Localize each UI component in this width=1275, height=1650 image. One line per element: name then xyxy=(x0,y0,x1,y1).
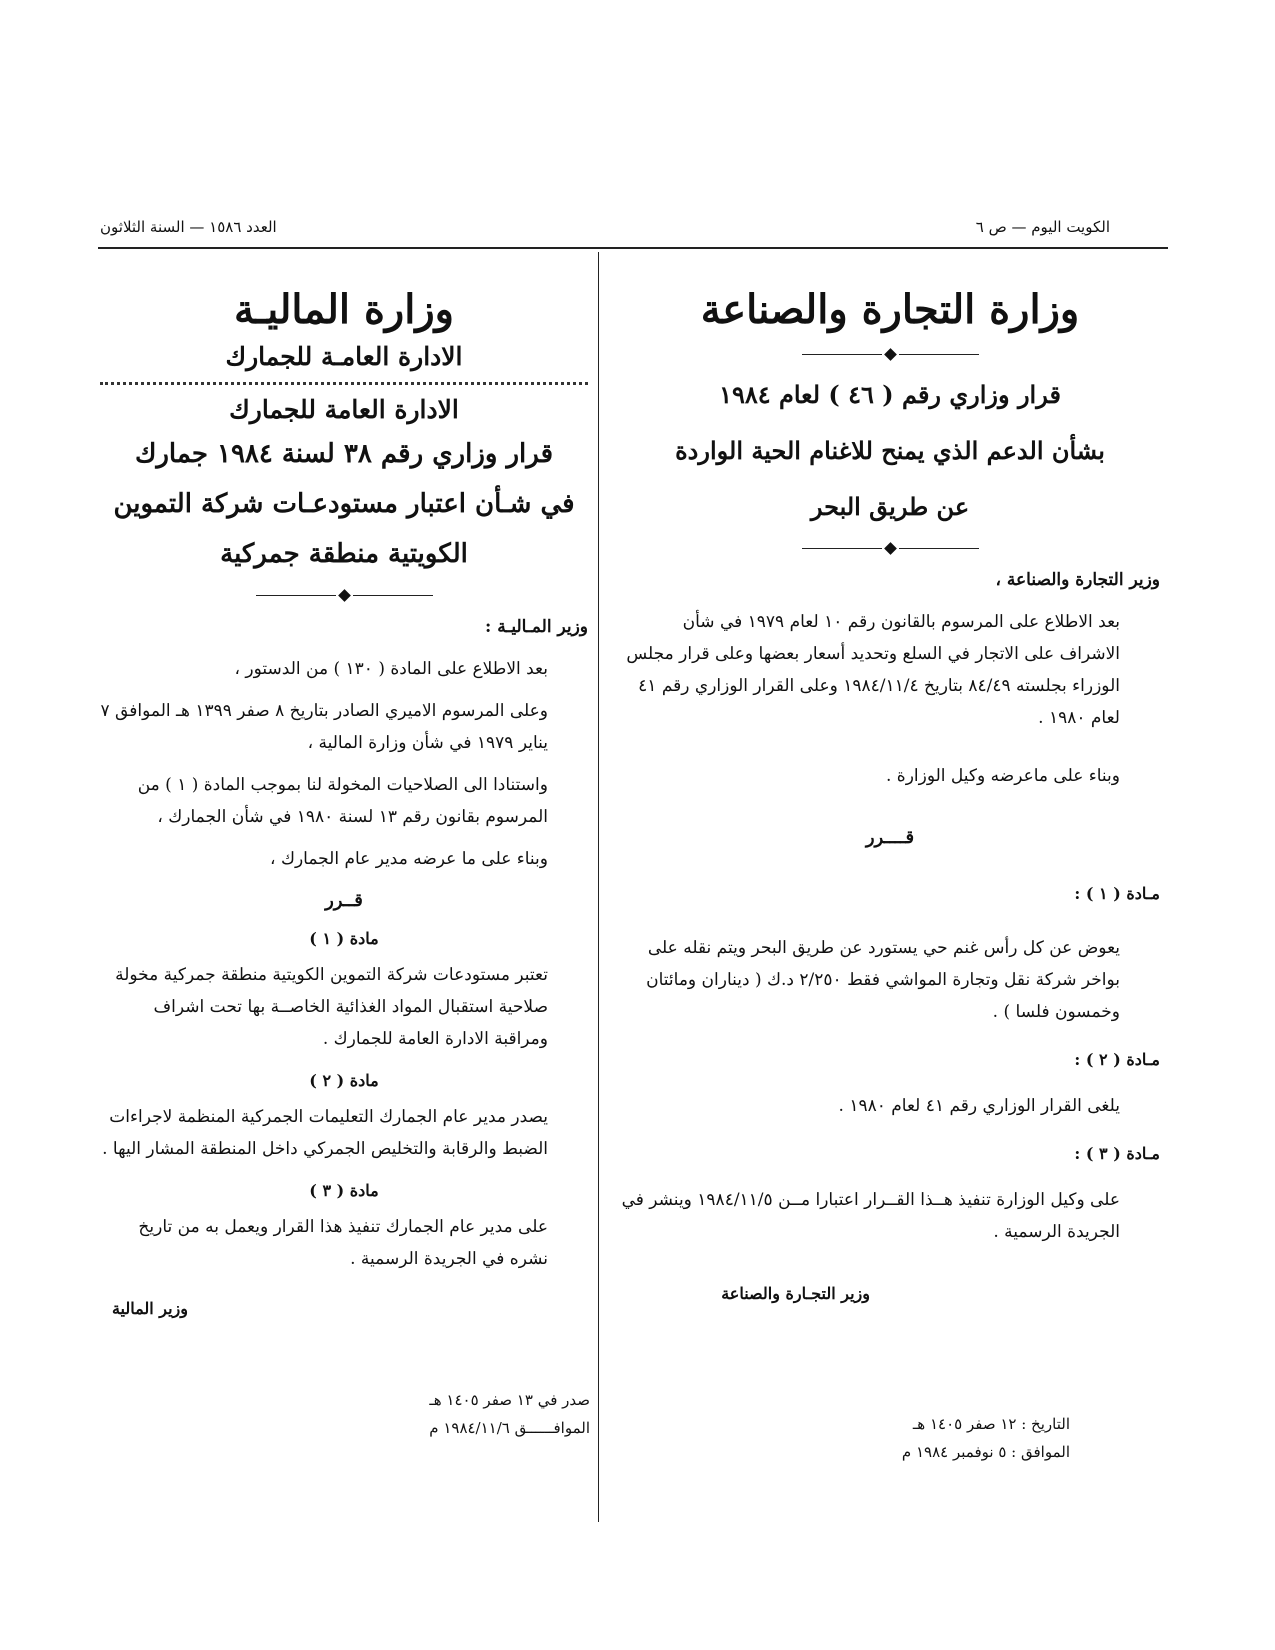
header-rule xyxy=(98,247,1168,249)
article-label: مـادة ( ١ ) : xyxy=(1074,884,1160,903)
preamble-paragraph: بعد الاطلاع على المادة ( ١٣٠ ) من الدستور ، xyxy=(234,659,548,679)
article-text: تعتبر مستودعات شركة التموين الكويتية منطقة جمركية مخولة صلاحية استقبال المواد الغذائية الخاصــة بها تحت اشراف ومراقبة الادارة العامة للجمارك . xyxy=(115,965,548,1049)
hijri-date: صدر في ١٣ صفر ١٤٠٥ هـ xyxy=(429,1391,590,1409)
finance-decree-column xyxy=(100,282,588,1343)
commerce-decree-column xyxy=(620,282,1160,1328)
decided-heading: قــرر xyxy=(325,890,363,911)
ornament-separator xyxy=(620,348,1160,360)
dotted-separator xyxy=(100,382,588,385)
decree-subject: في شـأن اعتبار مستودعـات شركة التموين xyxy=(113,489,575,519)
preamble-paragraph: واستنادا الى الصلاحيات المخولة لنا بموجب المادة ( ١ ) من المرسوم بقانون رقم ١٣ لسنة ١٩٨٠ في شأن الجمارك ، xyxy=(137,775,548,827)
article-label: مـادة ( ٢ ) : xyxy=(1074,1050,1160,1069)
preamble-paragraph: وبناء على ماعرضه وكيل الوزارة . xyxy=(885,766,1120,786)
article-text: على مدير عام الجمارك تنفيذ هذا القرار ويعمل به من تاريخ نشره في الجريدة الرسمية . xyxy=(138,1217,548,1269)
article-label: مـادة ( ٣ ) : xyxy=(1074,1144,1160,1163)
minister-title: وزير المـاليـة : xyxy=(485,617,588,637)
decree-subject-cont: الكويتية منطقة جمركية xyxy=(220,539,468,569)
decree-subject: بشأن الدعم الذي يمنح للاغنام الحية الواردة xyxy=(675,436,1105,465)
article-text: يصدر مدير عام الجمارك التعليمات الجمركية المنظمة لاجراءات الضبط والرقابة والتخليص الجمركي داخل المنطقة المشار اليها . xyxy=(102,1107,548,1159)
article-label: مادة ( ١ ) xyxy=(309,929,379,948)
decided-heading: قــــرر xyxy=(865,827,915,848)
decree-title: قرار وزاري رقم ( ٤٦ ) لعام ١٩٨٤ xyxy=(719,380,1061,409)
preamble-paragraph: وبناء على ما عرضه مدير عام الجمارك ، xyxy=(270,849,548,869)
page-header-right: الكويت اليوم — ص ٦ xyxy=(975,218,1110,236)
preamble-paragraph: وعلى المرسوم الاميري الصادر بتاريخ ٨ صفر ١٣٩٩ هـ الموافق ٧ يناير ١٩٧٩ في شأن وزارة المالية ، xyxy=(100,701,548,753)
decree-title: قرار وزاري رقم ٣٨ لسنة ١٩٨٤ جمارك xyxy=(134,439,554,469)
ministry-heading: وزارة التجارة والصناعة xyxy=(700,286,1080,333)
article-label: مادة ( ٣ ) xyxy=(309,1181,379,1200)
article-text: يلغى القرار الوزاري رقم ٤١ لعام ١٩٨٠ . xyxy=(838,1096,1120,1116)
preamble-paragraph: بعد الاطلاع على المرسوم بالقانون رقم ١٠ لعام ١٩٧٩ في شأن الاشراف على الاتجار في السلع وتحديد أسعار بعضها وعلى قرار مجلس الوزراء بجلسته ٨٤/٤٩ بتاريخ ١٩٨٤/١١/٤ وعلى القرار الوزاري رقم ٤١ لعام ١٩٨٠ . xyxy=(626,612,1120,728)
gregorian-date: الموافــــــق ١٩٨٤/١١/٦ م xyxy=(429,1419,590,1437)
hijri-date: التاريخ : ١٢ صفر ١٤٠٥ هـ xyxy=(912,1415,1070,1433)
decree-subject-cont: عن طريق البحر xyxy=(810,492,970,521)
department-heading-2: الادارة العامة للجمارك xyxy=(229,395,459,424)
column-divider xyxy=(598,252,599,1522)
article-text: على وكيل الوزارة تنفيذ هــذا القــرار اعتبارا مــن ١٩٨٤/١١/٥ وينشر في الجريدة الرسمية . xyxy=(621,1190,1120,1242)
minister-title: وزير التجارة والصناعة ، xyxy=(995,570,1160,590)
ministry-heading: وزارة الماليـة xyxy=(234,286,454,333)
article-label: مادة ( ٢ ) xyxy=(309,1071,379,1090)
department-heading: الادارة العامـة للجمارك xyxy=(225,342,463,371)
ornament-separator xyxy=(100,589,588,601)
signature-line: وزير التجـارة والصناعة xyxy=(721,1284,870,1303)
date-block-right xyxy=(860,1410,1070,1466)
signature-line: وزير المالية xyxy=(111,1299,188,1318)
page-header-left: العدد ١٥٨٦ — السنة الثلاثون xyxy=(100,218,277,236)
gregorian-date: الموافق : ٥ نوفمبر ١٩٨٤ م xyxy=(901,1443,1070,1461)
date-block-left xyxy=(360,1386,590,1442)
ornament-separator xyxy=(620,542,1160,554)
article-text: يعوض عن كل رأس غنم حي يستورد عن طريق البحر ويتم نقله على بواخر شركة نقل وتجارة المواشي فقط ٢/٢٥٠ د.ك ( ديناران ومائتان وخمسون فلسا ) . xyxy=(646,938,1120,1022)
